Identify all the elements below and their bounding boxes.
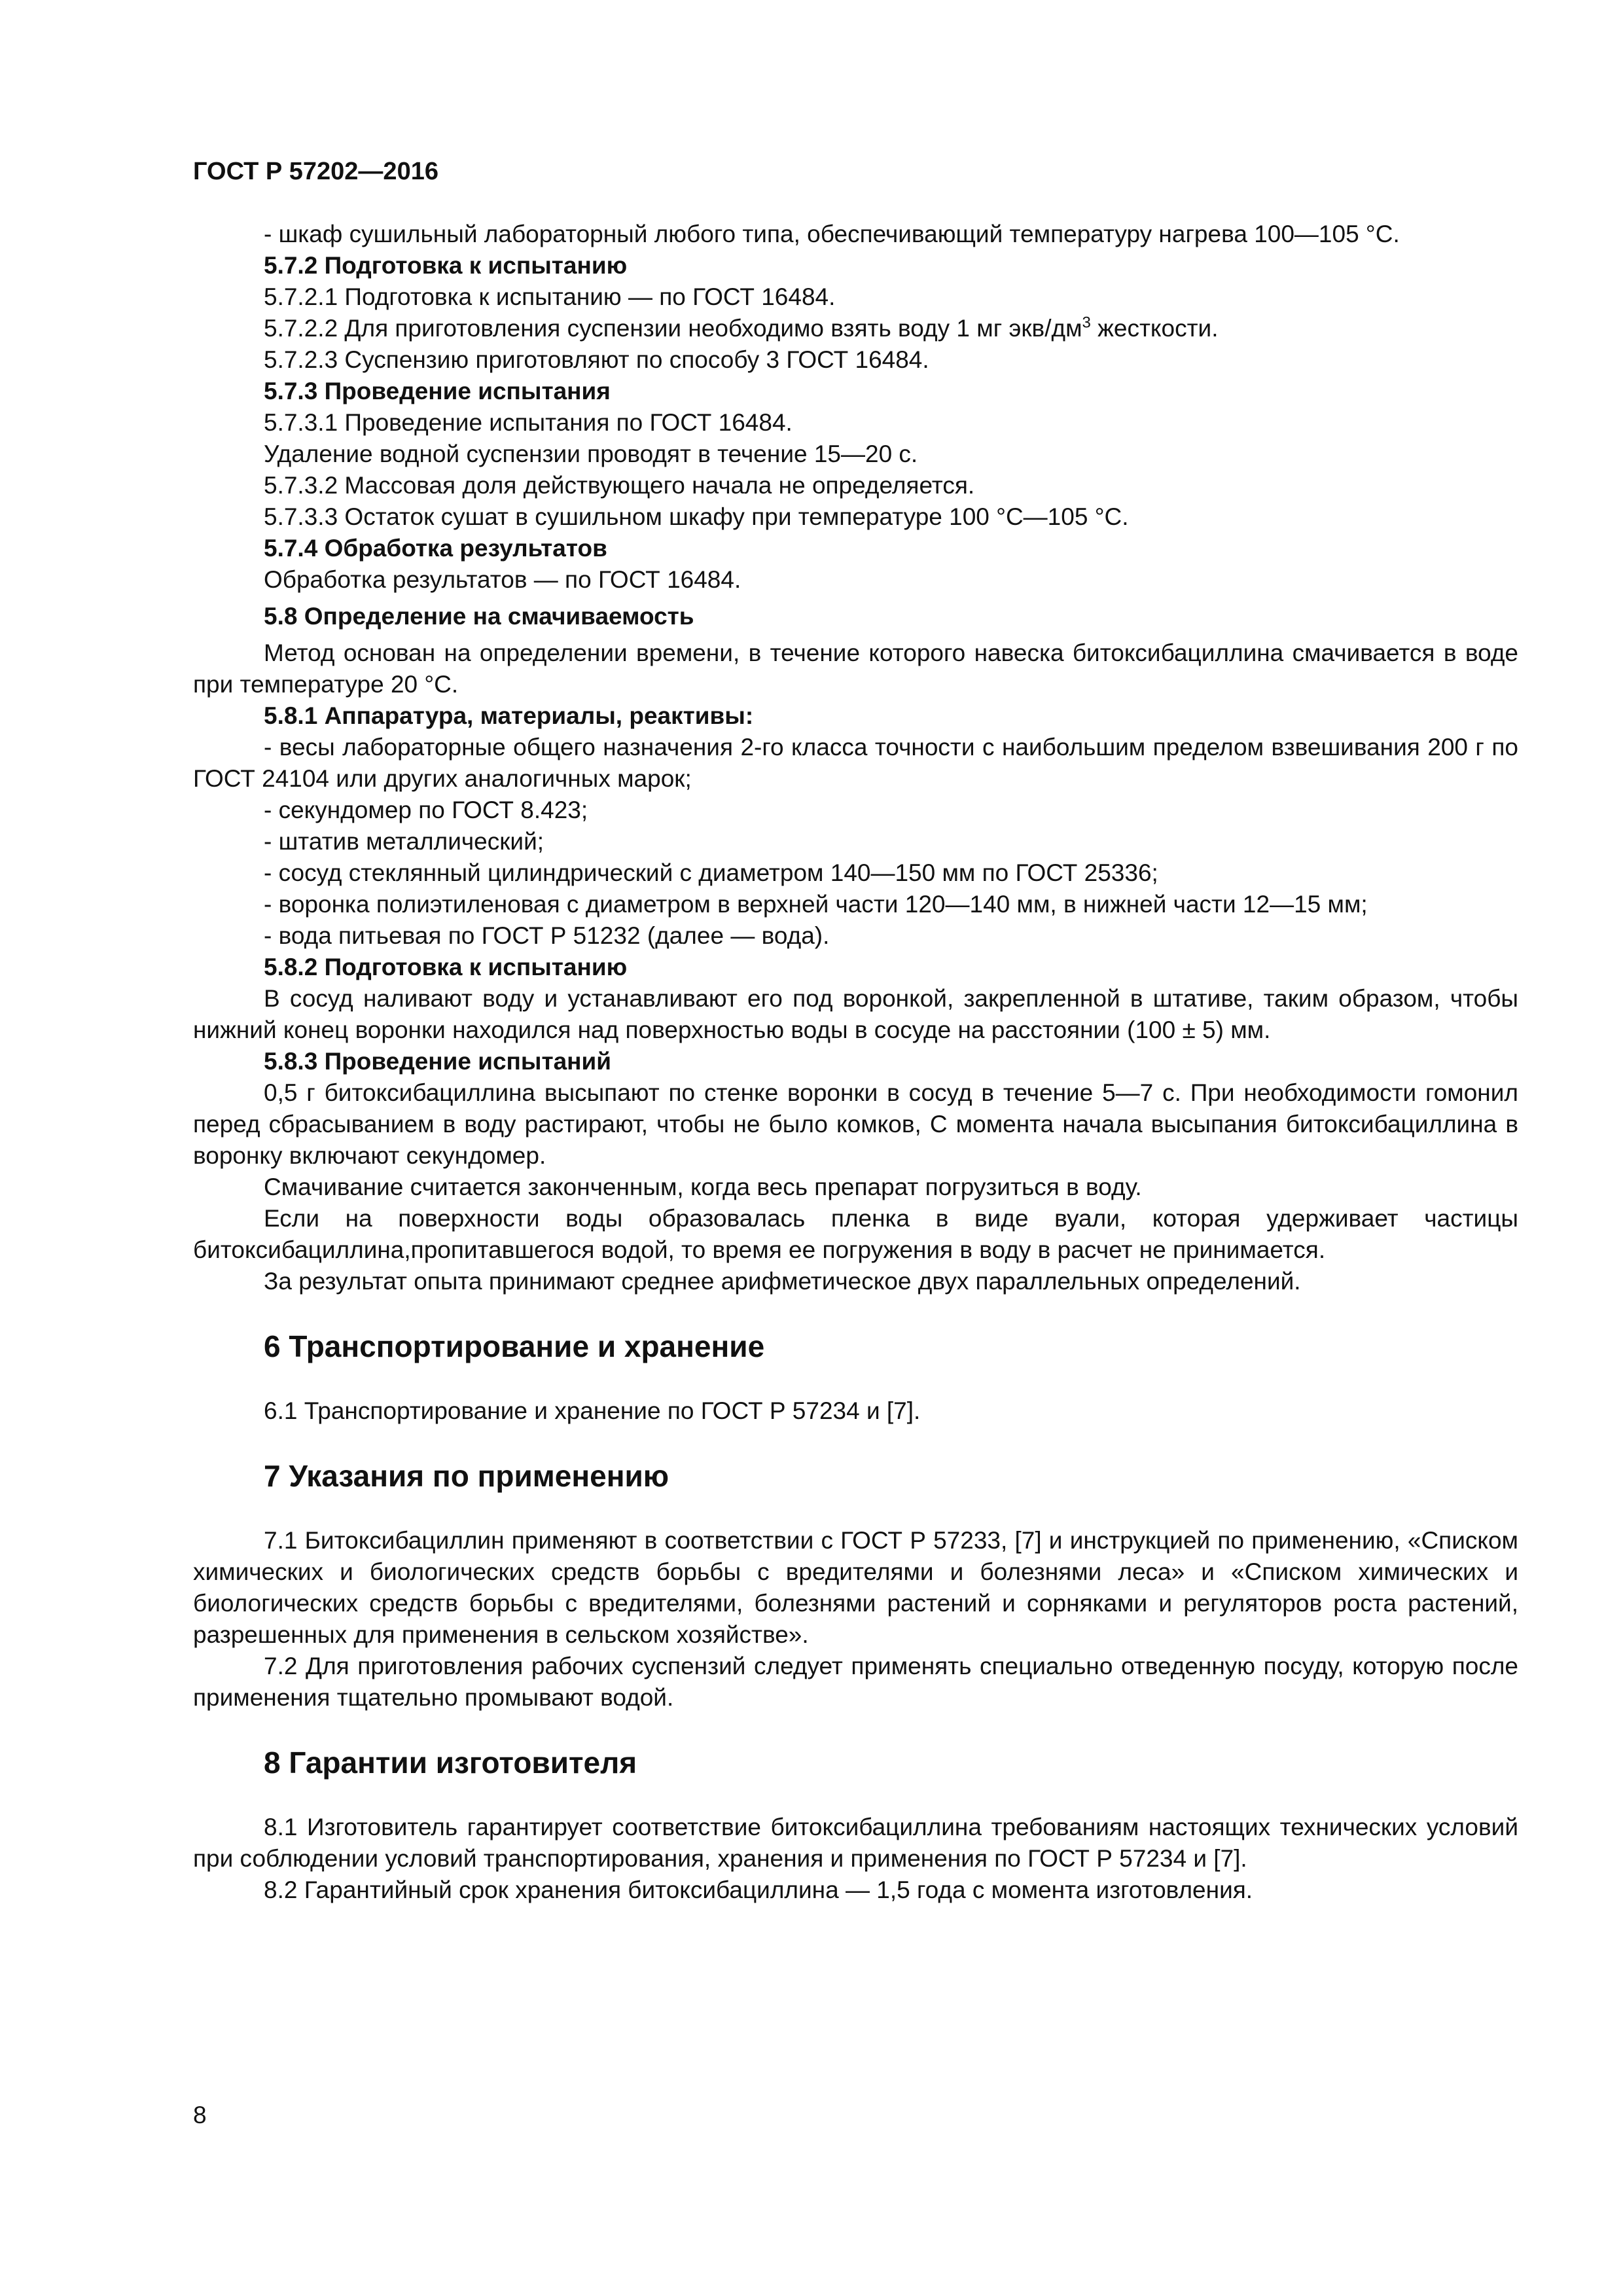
- paragraph-5-8: Метод основан на определении времени, в течение которого навеска битоксибациллина смачивается в воде при температуре 20 °С.: [193, 639, 1518, 698]
- paragraph-8-2: 8.2 Гарантийный срок хранения битоксибациллина — 1,5 года с момента изготовления.: [264, 1876, 1253, 1903]
- document-code-header: ГОСТ Р 57202—2016: [193, 158, 438, 185]
- superscript-cube: 3: [1082, 314, 1091, 332]
- paragraph-8-1: 8.1 Изготовитель гарантирует соответствие битоксибациллина требованиям настоящих технических условий при соблюдении условий транспортирования, хранения и применения по ГОСТ Р 57234 и [7].: [193, 1814, 1518, 1872]
- section-heading-5-8: 5.8 Определение на смачиваемость: [264, 603, 694, 630]
- section-heading-8: 8 Гарантии изготовителя: [264, 1746, 637, 1780]
- paragraph-5-8-3-b: Смачивание считается законченным, когда весь препарат погрузиться в воду.: [264, 1174, 1142, 1200]
- paragraph-5-8-3-a: 0,5 г битоксибациллина высыпают по стенке воронки в сосуд в течение 5—7 с. При необходимости гомонил перед сбрасыванием в воду растирают, чтобы не было комков, С момента начала высыпания битоксибациллина в воронку включают секундомер.: [193, 1079, 1518, 1169]
- paragraph-5-8-3-d: За результат опыта принимают среднее арифметическое двух параллельных определений.: [264, 1268, 1301, 1295]
- list-item-stand: - штатив металлический;: [264, 828, 544, 855]
- paragraph-7-1: 7.1 Битоксибациллин применяют в соответствии с ГОСТ Р 57233, [7] и инструкцией по применению, «Списком химических и биологических средств борьбы с вредителями и болезнями леса» и «Списком химических и биологических средств борьбы с вредителями, болезнями растений и сорняками и регуляторов роста растений, разрешенных для применения в сельском хозяйстве».: [193, 1527, 1518, 1648]
- subsection-heading-5-8-3: 5.8.3 Проведение испытаний: [264, 1048, 612, 1075]
- subsection-heading-5-7-3: 5.7.3 Проведение испытания: [264, 378, 611, 404]
- subsection-heading-5-7-4: 5.7.4 Обработка результатов: [264, 535, 607, 562]
- paragraph-5-7-3-3: 5.7.3.3 Остаток сушат в сушильном шкафу при температуре 100 °С—105 °С.: [264, 503, 1129, 530]
- paragraph-5-8-3-c: Если на поверхности воды образовалась пленка в виде вуали, которая удерживает частицы битоксибациллина,пропитавшегося водой, то время ее погружения в воду в расчет не принимается.: [193, 1205, 1518, 1263]
- list-item-stopwatch: - секундомер по ГОСТ 8.423;: [264, 797, 588, 823]
- paragraph-5-7-2-2-tail: жесткости.: [1090, 315, 1219, 342]
- document-page: [193, 156, 1518, 1906]
- list-item-glass-vessel: - сосуд стеклянный цилиндрический с диаметром 140—150 мм по ГОСТ 25336;: [264, 859, 1158, 886]
- subsection-heading-5-8-1: 5.8.1 Аппаратура, материалы, реактивы:: [264, 702, 754, 729]
- subsection-heading-5-8-2: 5.8.2 Подготовка к испытанию: [264, 954, 628, 980]
- paragraph-5-8-2: В сосуд наливают воду и устанавливают его под воронкой, закрепленной в штативе, таким образом, чтобы нижний конец воронки находился над поверхностью воды в сосуде на расстоянии (100 ± 5) мм.: [193, 985, 1518, 1043]
- list-item-scales: - весы лабораторные общего назначения 2-го класса точности с наибольшим пределом взвешивания 200 г по ГОСТ 24104 или других аналогичных марок;: [193, 734, 1518, 792]
- paragraph-5-7-2-2-text: 5.7.2.2 Для приготовления суспензии необходимо взять воду 1 мг экв/дм: [264, 315, 1082, 342]
- section-heading-6: 6 Транспортирование и хранение: [264, 1329, 765, 1363]
- paragraph-5-7-3-1-removal: Удаление водной суспензии проводят в течение 15—20 с.: [264, 440, 918, 467]
- paragraph-5-7-4: Обработка результатов — по ГОСТ 16484.: [264, 566, 741, 593]
- paragraph-5-7-2-3: 5.7.2.3 Суспензию приготовляют по способу 3 ГОСТ 16484.: [264, 346, 929, 373]
- page-number: 8: [193, 2102, 207, 2128]
- paragraph-5-7-2-1: 5.7.2.1 Подготовка к испытанию — по ГОСТ 16484.: [264, 283, 836, 310]
- section-heading-7: 7 Указания по применению: [264, 1459, 669, 1493]
- subsection-heading-5-7-2: 5.7.2 Подготовка к испытанию: [264, 252, 628, 279]
- paragraph-5-7-2-2: [193, 313, 1518, 344]
- list-item-water: - вода питьевая по ГОСТ Р 51232 (далее — вода).: [264, 922, 830, 949]
- list-item-funnel: - воронка полиэтиленовая с диаметром в верхней части 120—140 мм, в нижней части 12—15 мм;: [264, 891, 1368, 918]
- list-item-drying-cabinet: - шкаф сушильный лабораторный любого типа, обеспечивающий температуру нагрева 100—105 °С.: [264, 221, 1400, 247]
- paragraph-7-2: 7.2 Для приготовления рабочих суспензий следует применять специально отведенную посуду, которую после применения тщательно промывают водой.: [193, 1653, 1518, 1711]
- paragraph-6-1: 6.1 Транспортирование и хранение по ГОСТ Р 57234 и [7].: [264, 1397, 921, 1424]
- paragraph-5-7-3-1: 5.7.3.1 Проведение испытания по ГОСТ 16484.: [264, 409, 793, 436]
- paragraph-5-7-3-2: 5.7.3.2 Массовая доля действующего начала не определяется.: [264, 472, 975, 499]
